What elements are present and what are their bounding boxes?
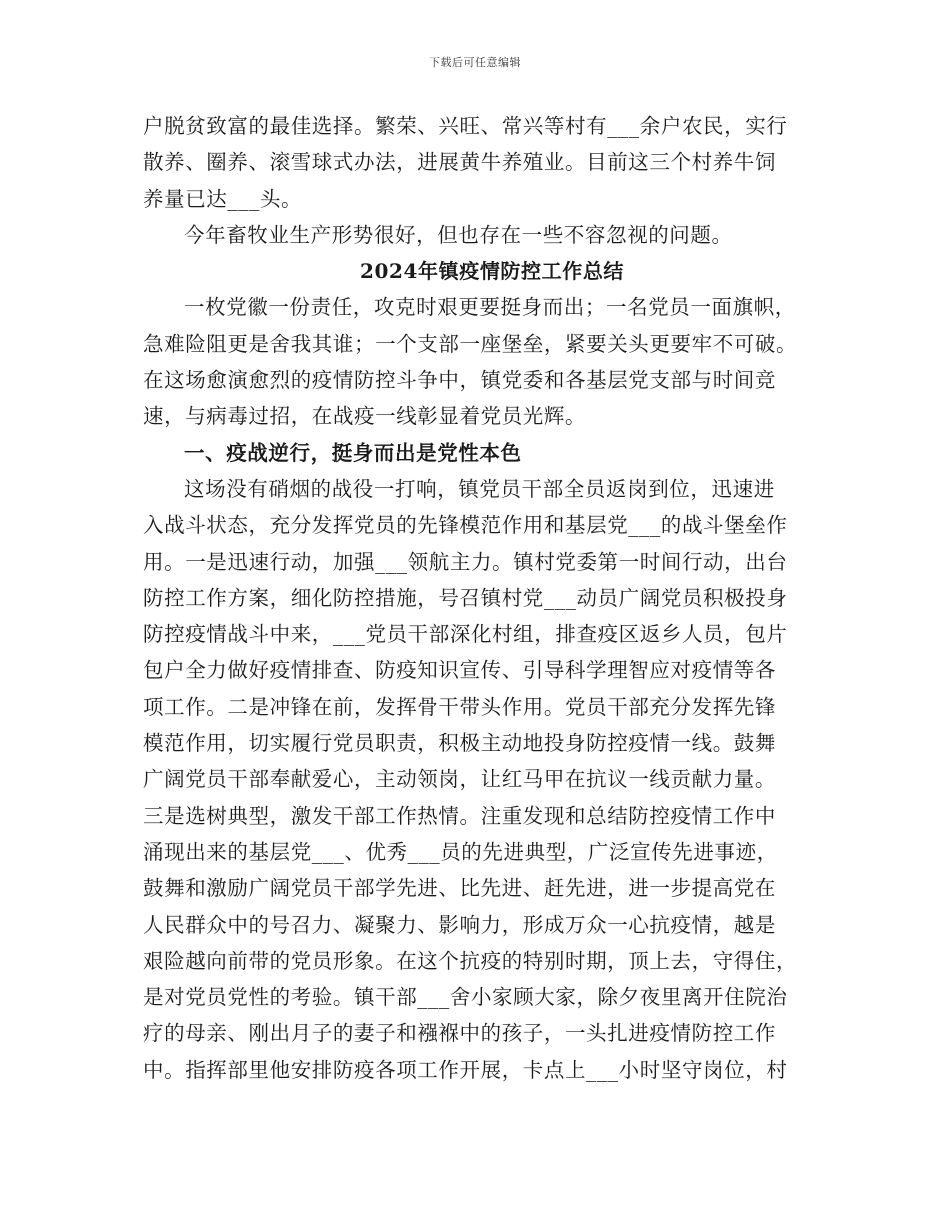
text-line: 防控工作方案，细化防控措施，号召镇村党___动员广阔党员积极投身 xyxy=(143,585,788,610)
text-line: 在这场愈演愈烈的疫情防控斗争中，镇党委和各基层党支部与时间竞 xyxy=(143,368,776,393)
text-line: 艰险越向前带的党员形象。在这个抗疫的特别时期，顶上去，守得住， xyxy=(143,948,798,973)
text-line: 防控疫情战斗中来，___党员干部深化村组，排查疫区返乡人员，包片 xyxy=(143,622,788,647)
text-line: 速，与病毒过招，在战疫一线彰显着党员光辉。 xyxy=(143,404,587,429)
text-line: 三是选树典型，激发干部工作热情。注重发现和总结防控疫情工作中 xyxy=(143,803,776,828)
document-title: 2024年镇疫情防控工作总结 xyxy=(359,259,625,284)
page-header: 下载后可任意编辑 xyxy=(429,56,521,69)
text-line: 模范作用，切实履行党员职责，积极主动地投身防控疫情一线。鼓舞 xyxy=(143,731,776,756)
text-line: 今年畜牧业生产形势很好，但也存在一些不容忽视的问题。 xyxy=(184,222,733,247)
text-line: 疗的母亲、刚出月子的妻子和襁褓中的孩子，一头扎进疫情防控工作 xyxy=(143,1021,776,1046)
document-body xyxy=(143,108,813,1088)
section-heading: 一、疫战逆行，挺身而出是党性本色 xyxy=(184,440,522,465)
text-line: 中。指挥部里他安排防疫各项工作开展，卡点上___小时坚守岗位，村 xyxy=(143,1057,788,1082)
text-line: 是对党员党性的考验。镇干部___舍小家顾大家，除夕夜里离开住院治 xyxy=(143,985,788,1010)
text-line: 养量已达___头。 xyxy=(143,186,303,211)
text-line: 广阔党员干部奉献爱心，主动领岗，让红马甲在抗议一线贡献力量。 xyxy=(143,767,776,792)
text-line: 入战斗状态，充分发挥党员的先锋模范作用和基层党___的战斗堡垒作 xyxy=(143,513,788,538)
text-line: 散养、圈养、滚雪球式办法，进展黄牛养殖业。目前这三个村养牛饲 xyxy=(143,150,776,175)
text-line: 涌现出来的基层党___、优秀___员的先进典型，广泛宣传先进事迹， xyxy=(143,839,778,864)
text-line: 包户全力做好疫情排查、防疫知识宣传、引导科学理智应对疫情等各 xyxy=(143,658,776,683)
text-line: 用。一是迅速行动，加强___领航主力。镇村党委第一时间行动，出台 xyxy=(143,549,788,574)
text-line: 这场没有硝烟的战役一打响，镇党员干部全员返岗到位，迅速进 xyxy=(184,476,775,501)
text-line: 人民群众中的号召力、凝聚力、影响力，形成万众一心抗疫情，越是 xyxy=(143,912,776,937)
text-line: 鼓舞和激励广阔党员干部学先进、比先进、赶先进，进一步提高党在 xyxy=(143,876,776,901)
text-line: 急难险阻更是舍我其谁；一个支部一座堡垒，紧要关头更要牢不可破。 xyxy=(143,331,798,356)
text-line: 户脱贫致富的最佳选择。繁荣、兴旺、常兴等村有___余户农民，实行 xyxy=(143,114,788,138)
text-line: 一枚党徽一份责任，攻克时艰更要挺身而出；一名党员一面旗帜， xyxy=(184,295,796,320)
text-line: 项工作。二是冲锋在前，发挥骨干带头作用。党员干部充分发挥先锋 xyxy=(143,694,776,719)
